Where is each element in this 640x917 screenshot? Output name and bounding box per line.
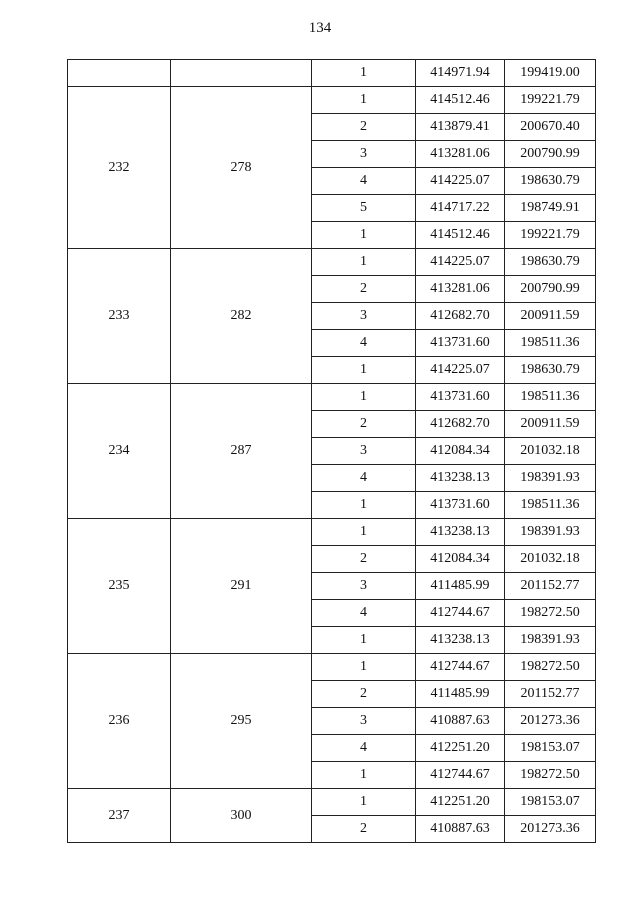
x-coordinate-cell: 412084.34 bbox=[416, 546, 505, 573]
coordinates-table-body bbox=[68, 60, 596, 843]
point-number-cell: 1 bbox=[312, 60, 416, 87]
point-number-cell: 2 bbox=[312, 816, 416, 843]
x-coordinate-cell: 411485.99 bbox=[416, 681, 505, 708]
x-coordinate-cell: 413281.06 bbox=[416, 141, 505, 168]
table-row bbox=[68, 384, 596, 411]
point-number-cell: 1 bbox=[312, 249, 416, 276]
y-coordinate-cell: 198153.07 bbox=[505, 789, 596, 816]
y-coordinate-cell: 198153.07 bbox=[505, 735, 596, 762]
x-coordinate-cell: 414512.46 bbox=[416, 87, 505, 114]
x-coordinate-cell: 413238.13 bbox=[416, 627, 505, 654]
y-coordinate-cell: 201032.18 bbox=[505, 438, 596, 465]
y-coordinate-cell: 198749.91 bbox=[505, 195, 596, 222]
x-coordinate-cell: 412744.67 bbox=[416, 762, 505, 789]
y-coordinate-cell: 198630.79 bbox=[505, 249, 596, 276]
point-number-cell: 2 bbox=[312, 681, 416, 708]
zone-cell: 282 bbox=[171, 249, 312, 384]
y-coordinate-cell: 200911.59 bbox=[505, 411, 596, 438]
point-number-cell: 1 bbox=[312, 222, 416, 249]
point-number-cell: 4 bbox=[312, 735, 416, 762]
x-coordinate-cell: 413731.60 bbox=[416, 492, 505, 519]
y-coordinate-cell: 198630.79 bbox=[505, 168, 596, 195]
point-number-cell: 4 bbox=[312, 465, 416, 492]
plot-id-cell: 235 bbox=[68, 519, 171, 654]
zone-cell: 300 bbox=[171, 789, 312, 843]
point-number-cell: 1 bbox=[312, 384, 416, 411]
x-coordinate-cell: 412084.34 bbox=[416, 438, 505, 465]
y-coordinate-cell: 199221.79 bbox=[505, 87, 596, 114]
point-number-cell: 3 bbox=[312, 573, 416, 600]
x-coordinate-cell: 412251.20 bbox=[416, 789, 505, 816]
y-coordinate-cell: 200790.99 bbox=[505, 276, 596, 303]
y-coordinate-cell: 198391.93 bbox=[505, 627, 596, 654]
y-coordinate-cell: 198272.50 bbox=[505, 654, 596, 681]
y-coordinate-cell: 198391.93 bbox=[505, 519, 596, 546]
point-number-cell: 1 bbox=[312, 654, 416, 681]
point-number-cell: 1 bbox=[312, 627, 416, 654]
page-number: 134 bbox=[308, 20, 332, 36]
x-coordinate-cell: 413281.06 bbox=[416, 276, 505, 303]
point-number-cell: 2 bbox=[312, 411, 416, 438]
point-number-cell: 5 bbox=[312, 195, 416, 222]
point-number-cell: 1 bbox=[312, 789, 416, 816]
x-coordinate-cell: 413879.41 bbox=[416, 114, 505, 141]
x-coordinate-cell: 414225.07 bbox=[416, 249, 505, 276]
y-coordinate-cell: 201152.77 bbox=[505, 681, 596, 708]
x-coordinate-cell: 412251.20 bbox=[416, 735, 505, 762]
point-number-cell: 4 bbox=[312, 600, 416, 627]
point-number-cell: 1 bbox=[312, 492, 416, 519]
point-number-cell: 3 bbox=[312, 303, 416, 330]
x-coordinate-cell: 413238.13 bbox=[416, 519, 505, 546]
point-number-cell: 3 bbox=[312, 708, 416, 735]
point-number-cell: 1 bbox=[312, 519, 416, 546]
y-coordinate-cell: 198511.36 bbox=[505, 384, 596, 411]
plot-id-cell: 237 bbox=[68, 789, 171, 843]
y-coordinate-cell: 198272.50 bbox=[505, 762, 596, 789]
point-number-cell: 2 bbox=[312, 114, 416, 141]
y-coordinate-cell: 200790.99 bbox=[505, 141, 596, 168]
x-coordinate-cell: 412682.70 bbox=[416, 303, 505, 330]
plot-id-cell bbox=[68, 60, 171, 87]
x-coordinate-cell: 414512.46 bbox=[416, 222, 505, 249]
coordinates-table bbox=[67, 59, 596, 843]
zone-cell: 295 bbox=[171, 654, 312, 789]
x-coordinate-cell: 414225.07 bbox=[416, 357, 505, 384]
plot-id-cell: 234 bbox=[68, 384, 171, 519]
y-coordinate-cell: 200670.40 bbox=[505, 114, 596, 141]
x-coordinate-cell: 410887.63 bbox=[416, 708, 505, 735]
x-coordinate-cell: 414717.22 bbox=[416, 195, 505, 222]
y-coordinate-cell: 199419.00 bbox=[505, 60, 596, 87]
x-coordinate-cell: 412682.70 bbox=[416, 411, 505, 438]
zone-cell: 287 bbox=[171, 384, 312, 519]
x-coordinate-cell: 412744.67 bbox=[416, 654, 505, 681]
point-number-cell: 4 bbox=[312, 330, 416, 357]
x-coordinate-cell: 413731.60 bbox=[416, 384, 505, 411]
zone-cell: 291 bbox=[171, 519, 312, 654]
point-number-cell: 1 bbox=[312, 762, 416, 789]
table-row bbox=[68, 519, 596, 546]
x-coordinate-cell: 413238.13 bbox=[416, 465, 505, 492]
x-coordinate-cell: 412744.67 bbox=[416, 600, 505, 627]
y-coordinate-cell: 201152.77 bbox=[505, 573, 596, 600]
y-coordinate-cell: 200911.59 bbox=[505, 303, 596, 330]
table-row bbox=[68, 249, 596, 276]
point-number-cell: 1 bbox=[312, 87, 416, 114]
y-coordinate-cell: 198511.36 bbox=[505, 330, 596, 357]
y-coordinate-cell: 201273.36 bbox=[505, 816, 596, 843]
continuation-row bbox=[68, 60, 596, 87]
x-coordinate-cell: 411485.99 bbox=[416, 573, 505, 600]
x-coordinate-cell: 414971.94 bbox=[416, 60, 505, 87]
y-coordinate-cell: 201032.18 bbox=[505, 546, 596, 573]
point-number-cell: 4 bbox=[312, 168, 416, 195]
y-coordinate-cell: 198391.93 bbox=[505, 465, 596, 492]
x-coordinate-cell: 413731.60 bbox=[416, 330, 505, 357]
y-coordinate-cell: 198630.79 bbox=[505, 357, 596, 384]
point-number-cell: 3 bbox=[312, 141, 416, 168]
x-coordinate-cell: 414225.07 bbox=[416, 168, 505, 195]
point-number-cell: 2 bbox=[312, 546, 416, 573]
table-row bbox=[68, 789, 596, 816]
point-number-cell: 2 bbox=[312, 276, 416, 303]
y-coordinate-cell: 198272.50 bbox=[505, 600, 596, 627]
plot-id-cell: 232 bbox=[68, 87, 171, 249]
point-number-cell: 3 bbox=[312, 438, 416, 465]
y-coordinate-cell: 199221.79 bbox=[505, 222, 596, 249]
plot-id-cell: 236 bbox=[68, 654, 171, 789]
y-coordinate-cell: 201273.36 bbox=[505, 708, 596, 735]
table-row bbox=[68, 87, 596, 114]
x-coordinate-cell: 410887.63 bbox=[416, 816, 505, 843]
zone-cell: 278 bbox=[171, 87, 312, 249]
point-number-cell: 1 bbox=[312, 357, 416, 384]
zone-cell bbox=[171, 60, 312, 87]
plot-id-cell: 233 bbox=[68, 249, 171, 384]
y-coordinate-cell: 198511.36 bbox=[505, 492, 596, 519]
table-row bbox=[68, 654, 596, 681]
